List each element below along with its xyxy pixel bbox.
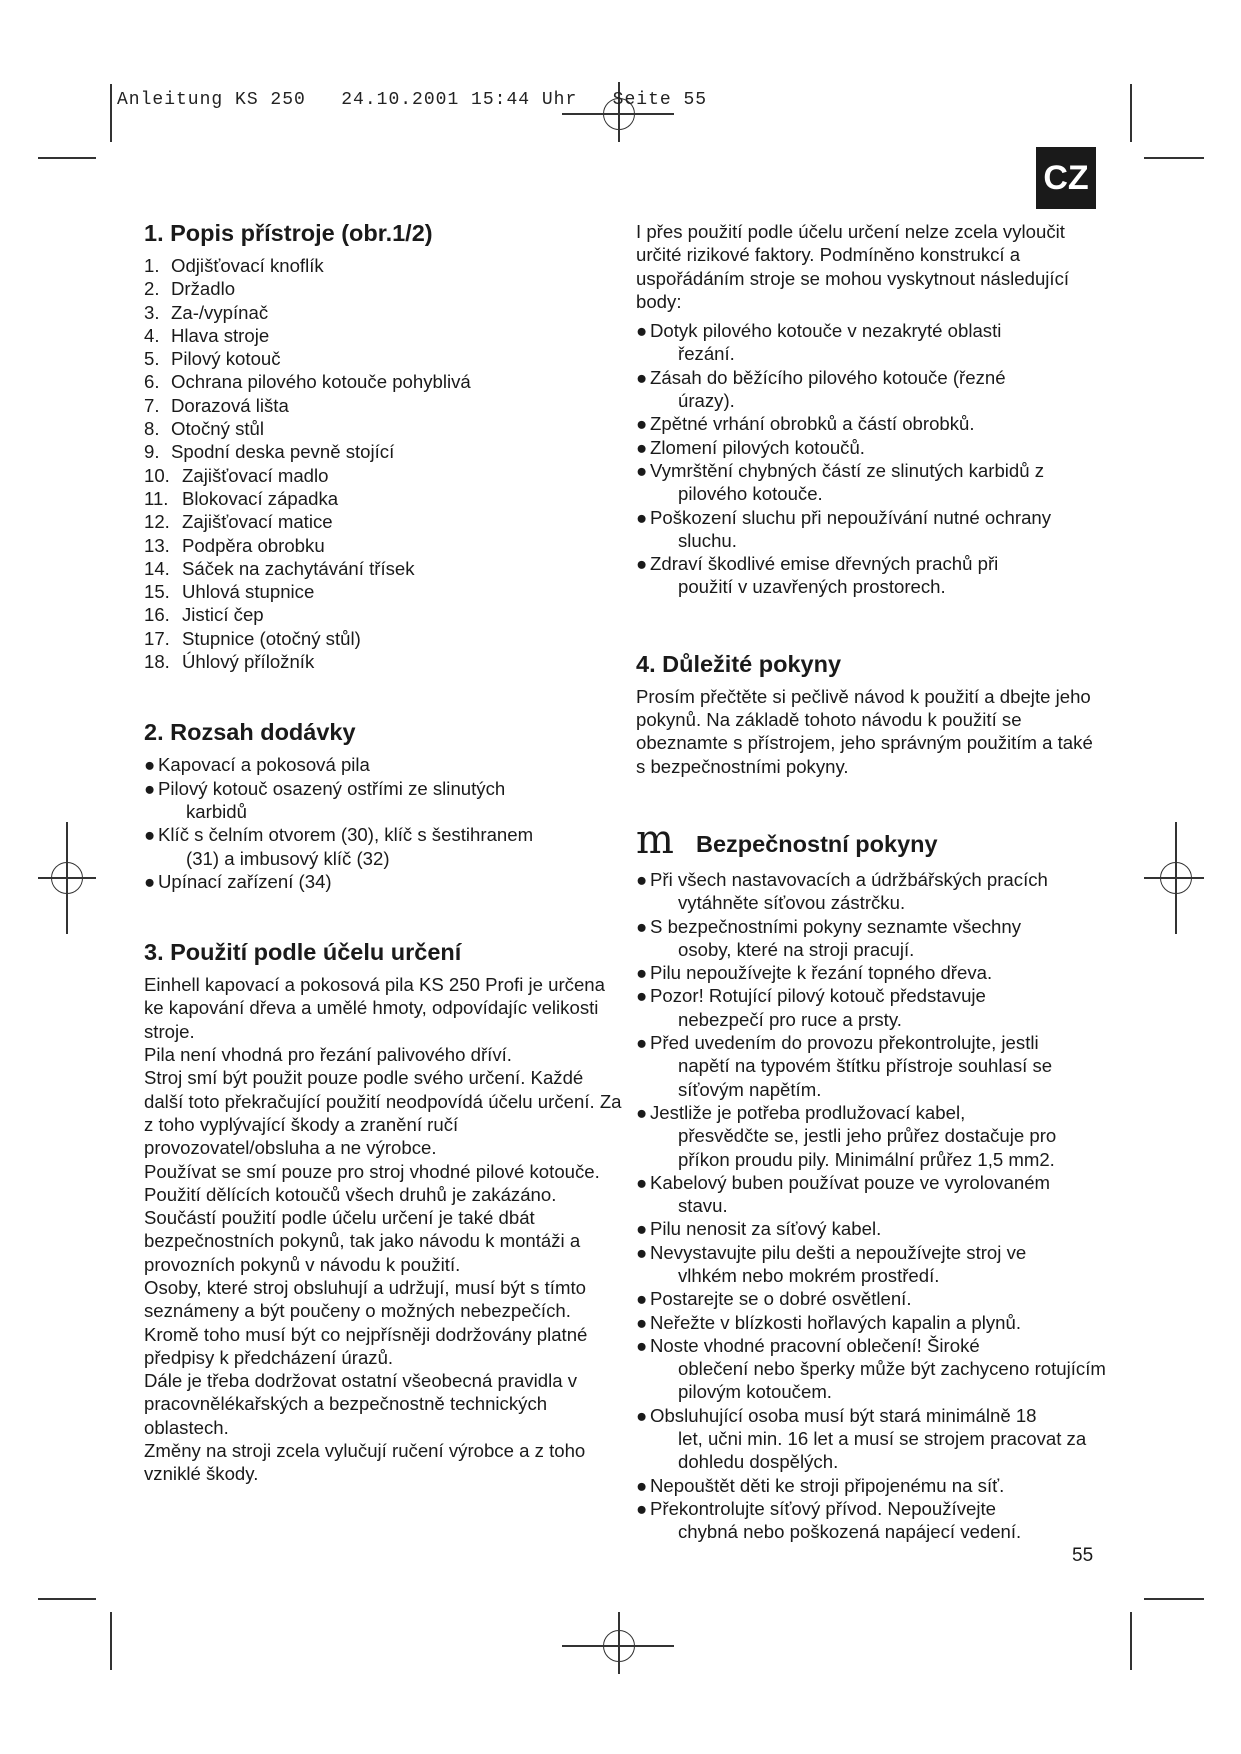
list-item bbox=[144, 603, 624, 626]
crop-mark bbox=[1130, 84, 1132, 142]
list-item bbox=[144, 394, 624, 417]
bullet-icon: ● bbox=[636, 1218, 648, 1240]
bullet-icon: ● bbox=[636, 1288, 648, 1310]
crop-mark bbox=[1130, 1612, 1132, 1670]
registration-line bbox=[66, 822, 68, 934]
bullet-item bbox=[636, 1334, 1106, 1404]
bullet-icon: ● bbox=[144, 870, 156, 892]
section-4-title: 4. Důležité pokyny bbox=[636, 650, 842, 677]
item-text: Zajišťovací matice bbox=[182, 511, 333, 533]
bullet-text: Obsluhující osoba musí být stará minimálně 18 bbox=[650, 1404, 1037, 1426]
bullet-item bbox=[636, 1474, 1106, 1497]
bullet-item bbox=[144, 753, 624, 776]
paragraph: Změny na stroji zcela vylučují ručení výrobce a z toho vzniklé škody. bbox=[144, 1440, 586, 1485]
bullet-text: Pozor! Rotující pilový kotouč představuje bbox=[650, 985, 986, 1007]
bullet-icon: ● bbox=[636, 1032, 648, 1054]
bullet-text: Neřežte v blízkosti hořlavých kapalin a plynů. bbox=[650, 1311, 1022, 1333]
bullet-icon: ● bbox=[636, 459, 648, 481]
bullet-icon: ● bbox=[636, 915, 648, 937]
bullet-text: Poškození sluchu při nepoužívání nutné ochrany bbox=[650, 506, 1052, 528]
registration-line bbox=[1175, 822, 1177, 934]
item-number: 2. bbox=[144, 278, 160, 300]
bullet-text: Nevystavujte pilu dešti a nepoužívejte stroj ve bbox=[650, 1241, 1027, 1263]
item-number: 18. bbox=[144, 651, 170, 673]
section-4-text: Prosím přečtěte si pečlivě návod k použití a dbejte jeho pokynů. Na základě tohoto návodu k použití se obeznamte s přístrojem, jeho správným použitím a také s bezpečnostními pokyny. bbox=[636, 685, 1093, 777]
bullet-item bbox=[636, 459, 1106, 506]
bullet-item bbox=[636, 1311, 1106, 1334]
bullet-item bbox=[144, 823, 624, 870]
paragraph: Pila není vhodná pro řezání palivového dříví. bbox=[144, 1044, 512, 1066]
item-text: Stupnice (otočný stůl) bbox=[182, 627, 361, 649]
item-text: Blokovací západka bbox=[182, 487, 339, 509]
safety-list bbox=[636, 868, 1106, 1544]
item-number: 1. bbox=[144, 255, 160, 276]
bullet-text-cont: stavu. bbox=[678, 1195, 728, 1217]
bullet-item bbox=[636, 319, 1106, 366]
registration-line bbox=[618, 1612, 620, 1674]
list-item bbox=[144, 464, 624, 487]
list-item bbox=[144, 510, 624, 533]
language-badge: CZ bbox=[1036, 147, 1096, 209]
page-number: 55 bbox=[1072, 1545, 1094, 1566]
bullet-item bbox=[636, 552, 1106, 599]
print-slug: Anleitung KS 250 24.10.2001 15:44 Uhr Seite 55 bbox=[117, 90, 708, 110]
bullet-text: Zlomení pilových kotoučů. bbox=[650, 436, 865, 458]
bullet-text-cont: napětí na typovém štítku přístroje souhlasí se síťovým napětím. bbox=[678, 1055, 1053, 1100]
item-text: Ochrana pilového kotouče pohyblivá bbox=[171, 371, 471, 393]
item-number: 3. bbox=[144, 301, 160, 323]
item-text: Úhlový příložník bbox=[182, 651, 315, 673]
item-text: Spodní deska pevně stojící bbox=[171, 441, 395, 463]
paragraph: Dále je třeba dodržovat ostatní všeobecná pravidla v pracovnělékařských a bezpečnostně technických oblastech. bbox=[144, 1370, 578, 1438]
bullet-text: Zásah do běžícího pilového kotouče (řezné bbox=[650, 366, 1006, 388]
bullet-item bbox=[144, 777, 624, 824]
bullet-icon: ● bbox=[636, 1241, 648, 1263]
bullet-text: Zpětné vrhání obrobků a částí obrobků. bbox=[650, 413, 975, 435]
bullet-icon: ● bbox=[144, 777, 156, 799]
bullet-text: S bezpečnostními pokyny seznamte všechny bbox=[650, 915, 1022, 937]
item-number: 10. bbox=[144, 464, 170, 486]
bullet-icon: ● bbox=[636, 320, 648, 342]
paragraph: Stroj smí být použit pouze podle svého určení. Každé další toto překračující použití neodpovídá účelu určení. Za z toho vyplývající škody a zranění ručí provozovatel/obsluha a ne výrobce. bbox=[144, 1067, 622, 1159]
bullet-icon: ● bbox=[636, 962, 648, 984]
item-number: 9. bbox=[144, 441, 160, 463]
item-text: Jisticí čep bbox=[182, 604, 264, 626]
list-item bbox=[144, 650, 624, 673]
safety-heading bbox=[636, 816, 1106, 863]
section-3-title: 3. Použití podle účelu určení bbox=[144, 939, 462, 966]
bullet-text: Před uvedením do provozu překontrolujte, jestli bbox=[650, 1032, 1039, 1054]
bullet-icon: ● bbox=[636, 506, 648, 528]
bullet-text: Klíč s čelním otvorem (30), klíč s šestihranem bbox=[158, 824, 534, 846]
bullet-icon: ● bbox=[636, 868, 648, 890]
list-item bbox=[144, 487, 624, 510]
list-item bbox=[144, 254, 624, 277]
bullet-icon: ● bbox=[636, 413, 648, 435]
bullet-text-cont: vlhkém nebo mokrém prostředí. bbox=[678, 1264, 940, 1286]
bullet-icon: ● bbox=[636, 1497, 648, 1519]
bullet-icon: ● bbox=[144, 754, 156, 776]
risk-list bbox=[636, 319, 1106, 599]
item-text: Zajišťovací madlo bbox=[182, 464, 329, 486]
bullet-item bbox=[636, 412, 1106, 435]
intended-use-text bbox=[144, 973, 624, 1486]
item-number: 11. bbox=[144, 487, 169, 509]
paragraph: Používat se smí pouze pro stroj vhodné pilové kotouče. Použití dělících kotoučů všech druhů je zakázáno. bbox=[144, 1160, 600, 1205]
bullet-text: Kapovací a pokosová pila bbox=[158, 754, 370, 776]
bullet-icon: ● bbox=[636, 1101, 648, 1123]
item-number: 6. bbox=[144, 371, 160, 393]
crop-mark bbox=[110, 84, 112, 142]
bullet-item bbox=[144, 870, 624, 893]
paragraph: Kromě toho musí být co nejpřísněji dodržovány platné předpisy k předcházení úrazů. bbox=[144, 1323, 588, 1368]
bullet-icon: ● bbox=[636, 1311, 648, 1333]
bullet-text: Postarejte se o dobré osvětlení. bbox=[650, 1288, 912, 1310]
item-number: 13. bbox=[144, 534, 170, 556]
list-item bbox=[144, 277, 624, 300]
bullet-text-cont: karbidů bbox=[186, 800, 247, 822]
bullet-text: Zdraví škodlivé emise dřevných prachů při bbox=[650, 553, 999, 575]
item-text: Držadlo bbox=[171, 278, 236, 300]
list-item bbox=[144, 324, 624, 347]
list-item bbox=[144, 557, 624, 580]
item-number: 17. bbox=[144, 627, 170, 649]
list-item bbox=[144, 347, 624, 370]
bullet-text: Pilu nenosit za síťový kabel. bbox=[650, 1218, 882, 1240]
bullet-text-cont: let, učni min. 16 let a musí se strojem pracovat za dohledu dospělých. bbox=[678, 1428, 1087, 1473]
bullet-item bbox=[636, 1171, 1106, 1218]
bullet-text-cont: chybná nebo poškozená napájecí vedení. bbox=[678, 1521, 1022, 1543]
bullet-text: Překontrolujte síťový přívod. Nepoužívejte bbox=[650, 1497, 996, 1519]
bullet-text: Pilový kotouč osazený ostřími ze slinutých bbox=[158, 777, 506, 799]
bullet-item bbox=[636, 506, 1106, 553]
item-number: 4. bbox=[144, 324, 160, 346]
parts-list bbox=[144, 254, 624, 673]
bullet-text: Jestliže je potřeba prodlužovací kabel, bbox=[650, 1101, 966, 1123]
bullet-item bbox=[636, 1241, 1106, 1288]
bullet-text-cont: sluchu. bbox=[678, 529, 737, 551]
item-number: 14. bbox=[144, 557, 170, 579]
bullet-icon: ● bbox=[636, 553, 648, 575]
item-number: 16. bbox=[144, 604, 170, 626]
bullet-icon: ● bbox=[636, 985, 648, 1007]
item-text: Hlava stroje bbox=[171, 324, 270, 346]
bullet-text: Vymrštění chybných částí ze slinutých karbidů z bbox=[650, 459, 1045, 481]
bullet-text-cont: oblečení nebo šperky může být zachyceno rotujícím pilovým kotoučem. bbox=[678, 1358, 1106, 1403]
bullet-icon: ● bbox=[636, 1404, 648, 1426]
bullet-item bbox=[636, 1287, 1106, 1310]
section-2-title: 2. Rozsah dodávky bbox=[144, 719, 356, 746]
list-item bbox=[144, 580, 624, 603]
bullet-text: Pilu nepoužívejte k řezání topného dřeva. bbox=[650, 962, 993, 984]
safety-title: Bezpečnostní pokyny bbox=[696, 830, 938, 857]
bullet-icon: ● bbox=[636, 1171, 648, 1193]
item-text: Podpěra obrobku bbox=[182, 534, 325, 556]
crop-mark bbox=[38, 1598, 96, 1600]
bullet-text: Kabelový buben používat pouze ve vyrolovaném bbox=[650, 1171, 1051, 1193]
bullet-item bbox=[636, 1404, 1106, 1474]
crop-mark bbox=[1144, 157, 1204, 159]
item-number: 7. bbox=[144, 394, 160, 416]
bullet-text: Dotyk pilového kotouče v nezakryté oblasti bbox=[650, 320, 1002, 342]
bullet-icon: ● bbox=[636, 436, 648, 458]
bullet-item bbox=[636, 366, 1106, 413]
section-1-title: 1. Popis přístroje (obr.1/2) bbox=[144, 220, 433, 246]
bullet-text: Při všech nastavovacích a údržbářských pracích bbox=[650, 868, 1048, 890]
bullet-text-cont: nebezpečí pro ruce a prsty. bbox=[678, 1008, 902, 1030]
bullet-item bbox=[636, 1101, 1106, 1171]
paragraph: Součástí použití podle účelu určení je také dbát bezpečnostních pokynů, tak jako návodu k montáži a provozních pokynů v návodu k použití. bbox=[144, 1207, 581, 1275]
bullet-item bbox=[636, 961, 1106, 984]
bullet-item bbox=[636, 984, 1106, 1031]
bullet-icon: ● bbox=[144, 824, 156, 846]
list-item bbox=[144, 370, 624, 393]
item-number: 12. bbox=[144, 511, 170, 533]
bullet-item bbox=[636, 1217, 1106, 1240]
bullet-icon: ● bbox=[636, 1334, 648, 1356]
bullet-text: Noste vhodné pracovní oblečení! Široké bbox=[650, 1334, 980, 1356]
bullet-text: Nepouštět děti ke stroji připojenému na síť. bbox=[650, 1474, 1005, 1496]
bullet-icon: ● bbox=[636, 1474, 648, 1496]
item-text: Odjišťovací knoflík bbox=[171, 255, 324, 276]
paragraph: Osoby, které stroj obsluhují a udržují, musí být s tímto seznámeny a být poučeny o možných nebezpečích. bbox=[144, 1276, 586, 1322]
item-text: Sáček na zachytávání třísek bbox=[182, 557, 415, 579]
item-number: 5. bbox=[144, 348, 160, 370]
list-item bbox=[144, 417, 624, 440]
bullet-text-cont: řezání. bbox=[678, 343, 735, 365]
crop-mark bbox=[38, 157, 96, 159]
bullet-item bbox=[636, 1497, 1106, 1544]
registration-line bbox=[1144, 877, 1204, 879]
crop-mark bbox=[1144, 1598, 1204, 1600]
item-text: Dorazová lišta bbox=[171, 394, 289, 416]
item-text: Otočný stůl bbox=[171, 418, 265, 440]
item-text: Za-/vypínač bbox=[171, 301, 269, 323]
bullet-text-cont: přesvědčte se, jestli jeho průřez dostačuje pro příkon proudu pily. Minimální průřez 1,5 mm2. bbox=[678, 1125, 1057, 1170]
list-item bbox=[144, 627, 624, 650]
bullet-item bbox=[636, 915, 1106, 962]
risk-intro: I přes použití podle účelu určení nelze zcela vyloučit určité rizikové faktory. Podmíněno konstrukcí a uspořádáním stroje se mohou vyskytnout následující body: bbox=[636, 221, 1070, 312]
list-item bbox=[144, 534, 624, 557]
crop-mark bbox=[110, 1612, 112, 1670]
bullet-text-cont: osoby, které na stroji pracují. bbox=[678, 938, 915, 960]
bullet-text-cont: vytáhněte síťovou zástrčku. bbox=[678, 892, 906, 914]
bullet-item bbox=[636, 868, 1106, 915]
bullet-icon: ● bbox=[636, 366, 648, 388]
list-item bbox=[144, 301, 624, 324]
right-column bbox=[636, 220, 1106, 1544]
bullet-text-cont: (31) a imbusový klíč (32) bbox=[186, 847, 390, 869]
bullet-text-cont: pilového kotouče. bbox=[678, 483, 823, 505]
list-item bbox=[144, 440, 624, 463]
bullet-item bbox=[636, 436, 1106, 459]
paragraph: Einhell kapovací a pokosová pila KS 250 Profi je určena ke kapování dřeva a umělé hmoty, odpovídajíc velikosti stroje. bbox=[144, 974, 605, 1042]
item-number: 8. bbox=[144, 418, 160, 440]
bullet-item bbox=[636, 1031, 1106, 1101]
bullet-text: Upínací zařízení (34) bbox=[158, 870, 332, 892]
warning-symbol-icon: m bbox=[636, 816, 674, 863]
item-text: Pilový kotouč bbox=[171, 348, 281, 370]
item-text: Uhlová stupnice bbox=[182, 581, 315, 603]
item-number: 15. bbox=[144, 581, 170, 603]
delivery-list bbox=[144, 753, 624, 893]
left-column bbox=[144, 218, 624, 1486]
bullet-text-cont: použití v uzavřených prostorech. bbox=[678, 576, 946, 598]
bullet-text-cont: úrazy). bbox=[678, 390, 735, 412]
